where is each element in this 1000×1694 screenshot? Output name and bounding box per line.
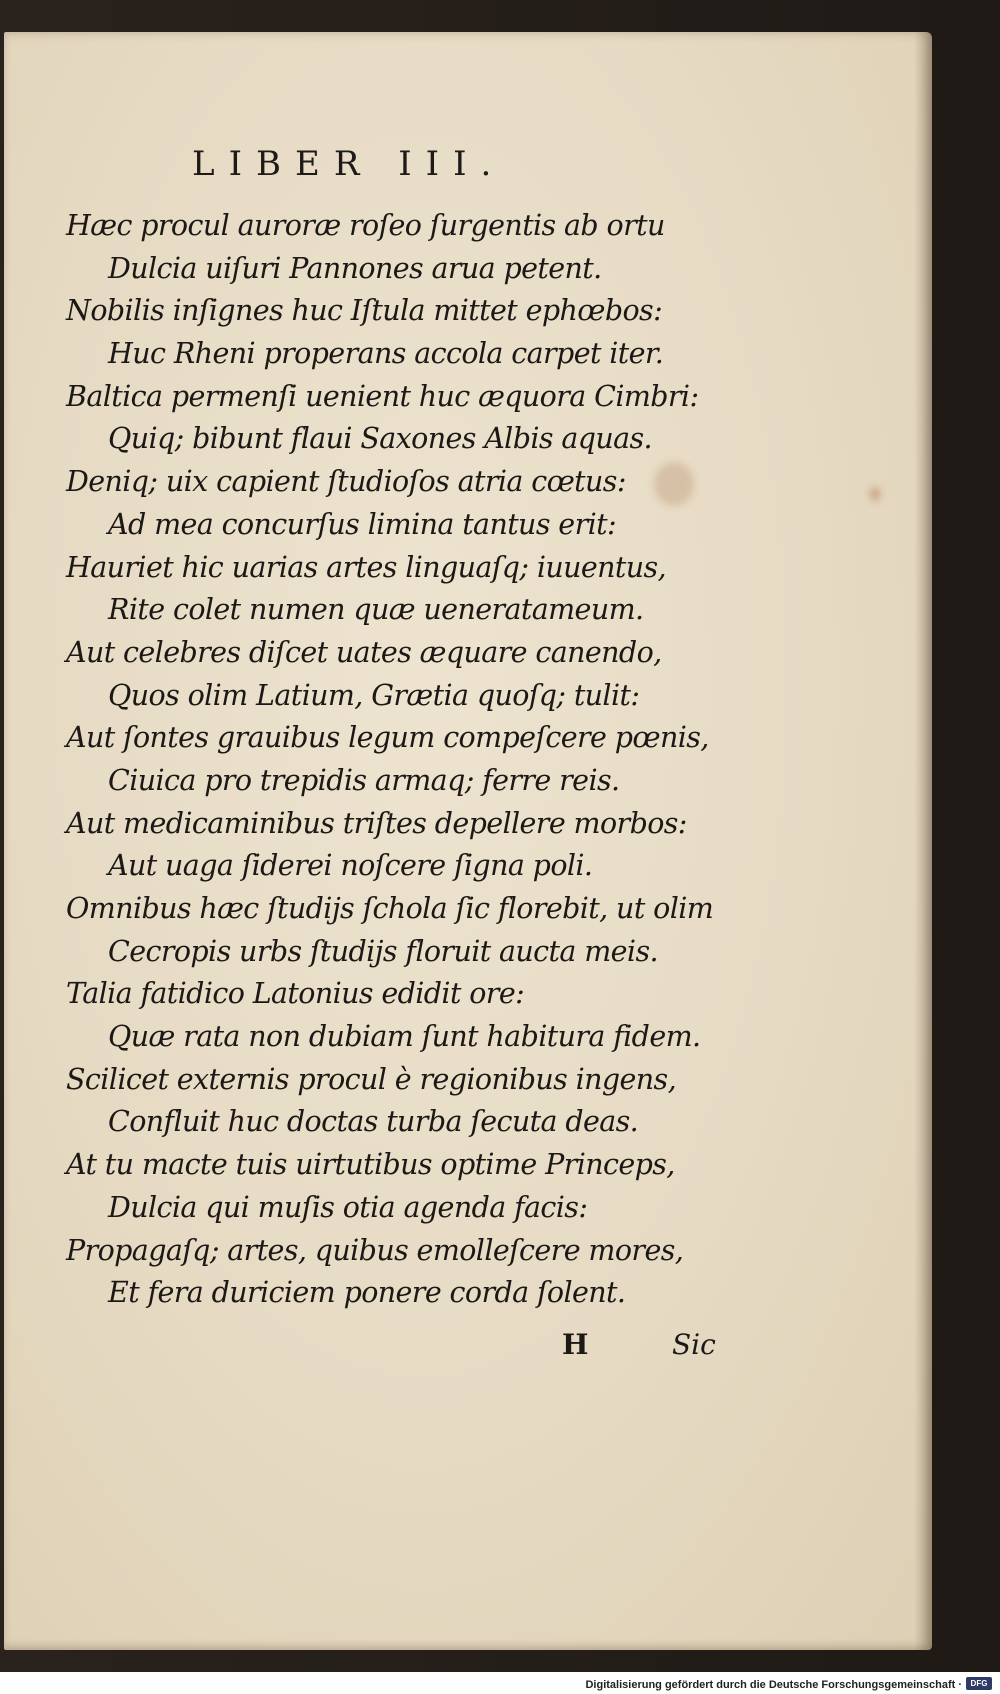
verse-line: Aut medicaminibus triſtes depellere morbos: <box>66 806 687 840</box>
verse-line: Aut ſontes grauibus legum compeſcere pœnis, <box>66 721 709 755</box>
book-page <box>4 32 932 1650</box>
verse-line: Quæ rata non dubiam ſunt habitura fidem. <box>108 1020 701 1054</box>
verse-line: Rite colet numen quæ ueneratameum. <box>108 593 644 627</box>
verse-block <box>66 205 766 1315</box>
verse-line: Quiq; bibunt flaui Saxones Albis aquas. <box>108 422 653 456</box>
verse-line: Ciuica pro trepidis armaq; ferre reis. <box>108 763 620 797</box>
page-edge-shadow <box>914 32 932 1650</box>
catchword: Sic <box>672 1328 716 1361</box>
verse-line: Propagaſq; artes, quibus emolleſcere mores, <box>66 1233 684 1267</box>
verse-line: Aut celebres diſcet uates æquare canendo, <box>66 635 662 669</box>
verse-line: Dulcia uiſuri Pannones arua petent. <box>108 251 602 285</box>
running-head: LIBER III. <box>192 144 506 184</box>
credit-bar <box>0 1672 1000 1694</box>
verse-line: Omnibus hæc ſtudijs ſchola ſic florebit, ut olim <box>66 892 714 925</box>
verse-line: Hauriet hic uarias artes linguaſq; iuuentus, <box>66 550 666 584</box>
verse-line: Cecropis urbs ſtudijs floruit aucta meis. <box>108 934 658 968</box>
verse-line: Confluit huc doctas turba ſecuta deas. <box>108 1105 639 1139</box>
verse-line: Aut uaga ſiderei noſcere ſigna poli. <box>108 849 593 883</box>
dfg-logo-icon: DFG <box>966 1677 992 1690</box>
verse-line: Quos olim Latium, Grætia quoſq; tulit: <box>108 678 640 712</box>
verse-line: Nobilis inſignes huc Iſtula mittet ephœbos: <box>66 294 663 328</box>
verse-line: Scilicet externis procul è regionibus ingens, <box>66 1062 677 1096</box>
verse-line: Dulcia qui muſis otia agenda facis: <box>108 1190 588 1224</box>
funding-credit: Digitalisierung gefördert durch die Deutsche Forschungsgemeinschaft · <box>585 1679 962 1691</box>
verse-line: At tu macte tuis uirtutibus optime Princeps, <box>66 1148 675 1182</box>
verse-line: Hæc procul auroræ roſeo ſurgentis ab ortu <box>66 209 665 242</box>
verse-line: Huc Rheni properans accola carpet iter. <box>108 337 664 371</box>
signature-mark: H <box>562 1328 589 1361</box>
verse-line: Talia fatidico Latonius edidit ore: <box>66 977 525 1011</box>
paper-stain <box>870 487 880 501</box>
verse-line: Deniq; uix capient ſtudioſos atria cœtus: <box>66 465 626 499</box>
verse-line: Baltica permenſi uenient huc æquora Cimbri: <box>66 379 699 413</box>
verse-line: Ad mea concurſus limina tantus erit: <box>108 507 616 541</box>
verse-line: Et fera duriciem ponere corda ſolent. <box>108 1276 626 1310</box>
